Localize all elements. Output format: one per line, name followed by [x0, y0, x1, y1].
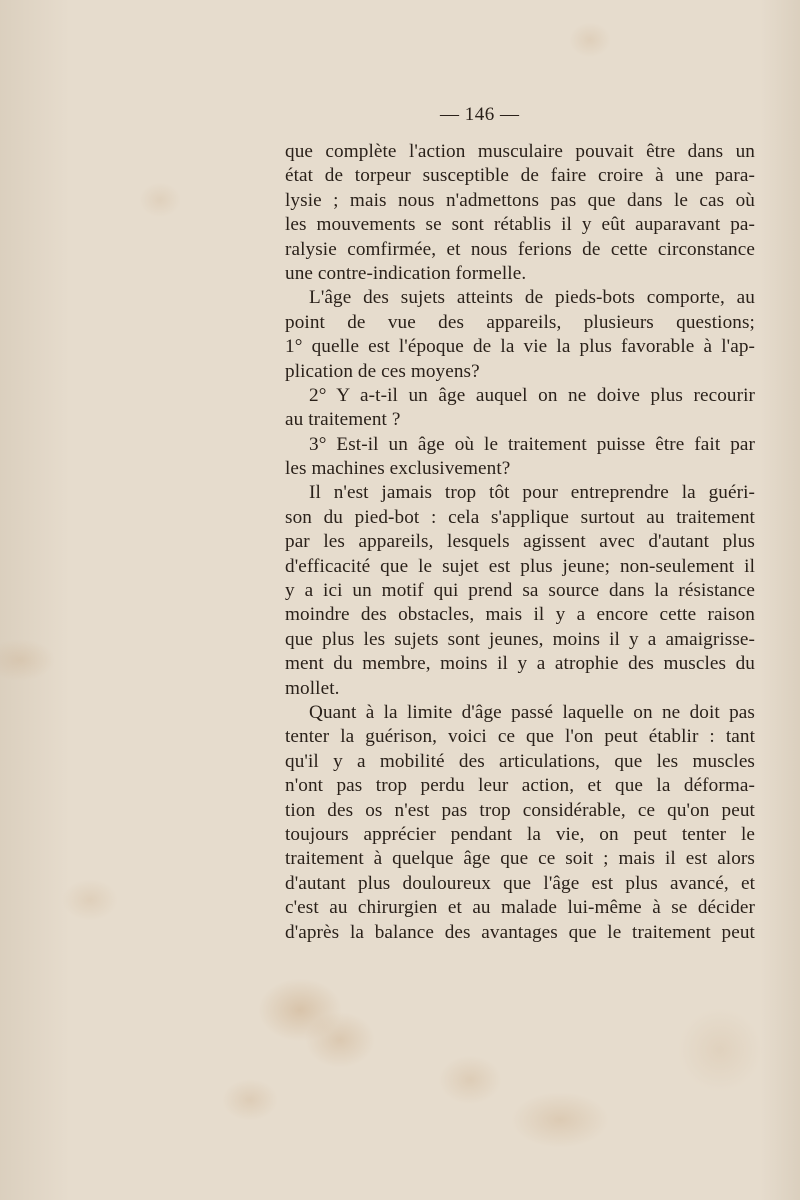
paragraph-6: [285, 701, 755, 945]
text-line: L'âge des sujets atteints de pieds-bots comporte, au: [309, 287, 755, 309]
text-line: n'ont pas trop perdu leur action, et que la déforma-: [285, 775, 755, 797]
text-line: son du pied-bot : cela s'applique surtout au traitement: [285, 506, 755, 528]
page-number: — 146 —: [440, 104, 520, 125]
text-line: plication de ces moyens?: [285, 360, 480, 382]
paragraph-5: [285, 481, 755, 701]
text-line: Il n'est jamais trop tôt pour entreprendre la guéri-: [309, 482, 755, 504]
text-line: moindre des obstacles, mais il y a encore cette raison: [285, 604, 755, 626]
text-line: qu'il y a mobilité des articulations, que les muscles: [285, 750, 755, 772]
text-line: d'efficacité que le sujet est plus jeune; non-seulement il: [285, 555, 755, 577]
paragraph-3: [285, 384, 755, 433]
text-line: tenter la guérison, voici ce que l'on peut établir : tant: [285, 726, 755, 748]
text-line: état de torpeur susceptible de faire croire à une para-: [285, 165, 755, 187]
text-line: 3° Est-il un âge où le traitement puisse être fait par: [309, 433, 755, 455]
text-line: traitement à quelque âge que ce soit ; mais il est alors: [285, 848, 755, 870]
text-line: lysie ; mais nous n'admettons pas que dans le cas où: [285, 189, 755, 211]
text-line: les machines exclusivement?: [285, 458, 511, 480]
text-line: mollet.: [285, 677, 340, 699]
body-text: [285, 140, 755, 945]
text-line: 2° Y a-t-il un âge auquel on ne doive plus recourir: [309, 384, 755, 406]
paragraph-4: [285, 433, 755, 482]
text-line: ment du membre, moins il y a atrophie des muscles du: [285, 653, 755, 675]
text-line: Quant à la limite d'âge passé laquelle on ne doit pas: [309, 701, 755, 723]
text-line: c'est au chirurgien et au malade lui-même à se décider: [285, 897, 755, 919]
text-line: que plus les sujets sont jeunes, moins il y a amaigrisse-: [285, 628, 755, 650]
paragraph-2: [285, 286, 755, 384]
text-line: que complète l'action musculaire pouvait être dans un: [285, 141, 755, 162]
paragraph-1: [285, 140, 755, 286]
text-line: point de vue des appareils, plusieurs questions;: [285, 311, 755, 333]
text-line: les mouvements se sont rétablis il y eût auparavant pa-: [285, 214, 755, 236]
text-line: 1° quelle est l'époque de la vie la plus favorable à l'ap-: [285, 336, 755, 358]
text-line: d'après la balance des avantages que le traitement peut: [285, 921, 755, 943]
text-line: y a ici un motif qui prend sa source dans la résistance: [285, 580, 755, 602]
text-line: toujours apprécier pendant la vie, on peut tenter le: [285, 823, 755, 845]
text-line: par les appareils, lesquels agissent avec d'autant plus: [285, 531, 755, 553]
text-line: tion des os n'est pas trop considérable, ce qu'on peut: [285, 799, 755, 821]
text-line: ralysie comfirmée, et nous ferions de cette circonstance: [285, 238, 755, 260]
text-line: une contre-indication formelle.: [285, 262, 527, 284]
text-line: d'autant plus douloureux que l'âge est plus avancé, et: [285, 872, 755, 894]
text-line: au traitement ?: [285, 409, 401, 431]
